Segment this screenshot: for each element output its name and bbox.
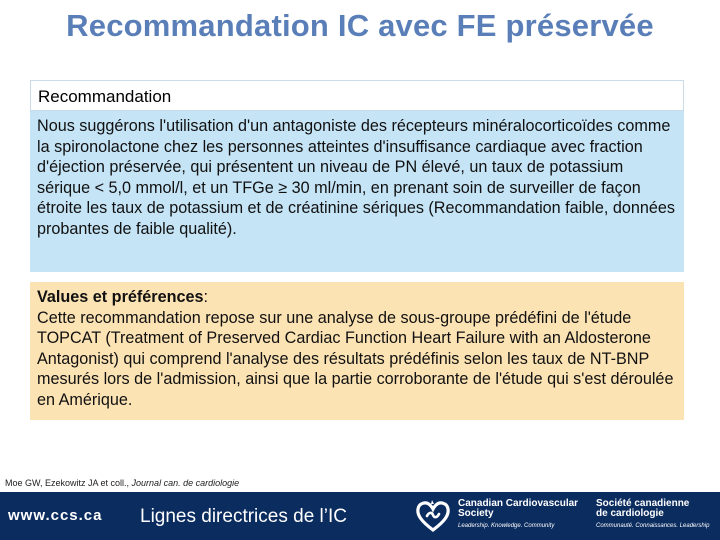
values-heading-label: Values et préférences — [37, 288, 204, 306]
logo-fr-tagline: Communauté. Connaissances. Leadership — [596, 523, 710, 529]
logo-en-name-line2: Society — [458, 508, 494, 519]
citation-authors: Moe GW, Ezekowitz JA et coll., — [5, 478, 132, 488]
footer-bar — [0, 492, 720, 540]
recommendation-heading: Recommandation — [30, 80, 684, 111]
heart-logo-icon — [415, 498, 451, 534]
values-heading — [37, 287, 678, 308]
logo-en-tagline: Leadership. Knowledge. Community — [458, 523, 555, 529]
values-text: Cette recommandation repose sur une analyse de sous-groupe prédéfini de l'étude TOPCAT (Treatment of Preserved Cardiac Function Heart Failure with an Aldosterone Antagonist) qui comprend l'analyse des résultats prédéfinis selon les taux de NT-BNP mesurés lors de l'admission, ainsi que la partie corroborante de l'étude qui s'est déroulée en Amérique. — [37, 308, 674, 409]
footer-url-link[interactable]: www.ccs.ca — [8, 507, 103, 524]
recommendation-text: Nous suggérons l'utilisation d'un antagoniste des récepteurs minéralocorticoïdes comme la spironolactone chez les personnes atteintes d'insuffisance cardiaque avec fraction d'éjection préservée, qui présentent un niveau de PN élevé, un taux de potassium sérique < 5,0 mmol/l, et un TFGe ≥ 30 ml/min, en prenant soin de surveiller de façon étroite les taux de potassium et de créatinine sériques (Recommandation faible, données probantes de faible qualité). — [30, 111, 684, 272]
values-heading-colon: : — [203, 288, 208, 306]
logo-english — [458, 499, 578, 531]
values-box — [30, 282, 684, 420]
citation — [5, 478, 239, 488]
logo-fr-name-line2: de cardiologie — [596, 508, 664, 519]
footer-guidelines-label: Lignes directrices de l’IC — [140, 506, 347, 527]
citation-journal: Journal can. de cardiologie — [131, 478, 240, 488]
logo-en-name-line1: Canadian Cardiovascular — [458, 498, 579, 509]
logo-french — [596, 499, 709, 531]
logo-fr-name-line1: Société canadienne — [596, 498, 690, 509]
slide-title: Recommandation IC avec FE préservée — [66, 8, 654, 43]
